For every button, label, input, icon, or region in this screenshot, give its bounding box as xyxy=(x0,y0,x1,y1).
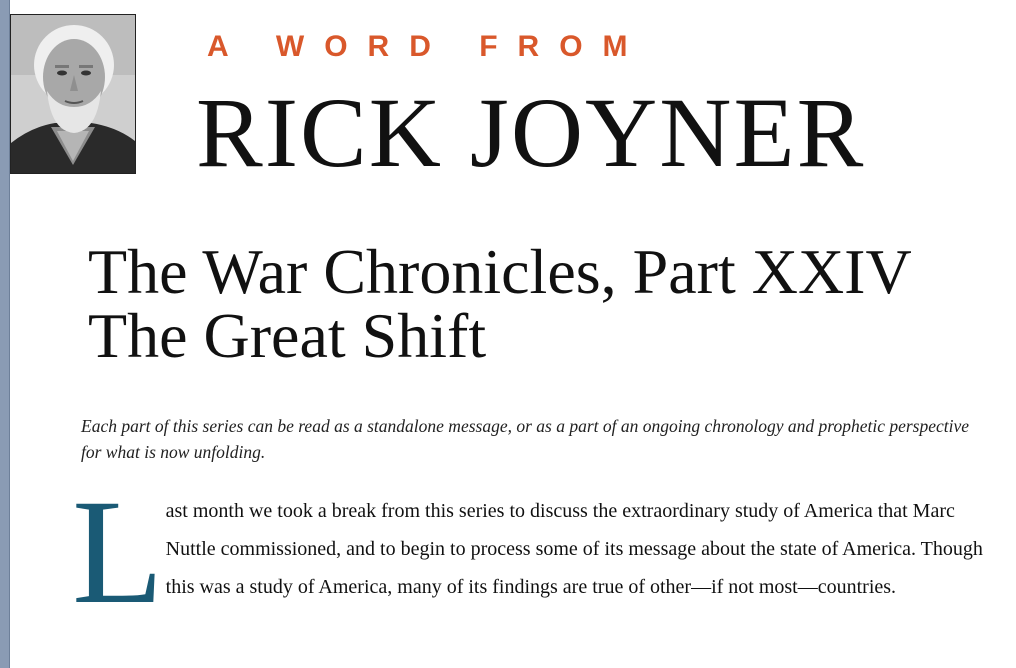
drop-cap: L xyxy=(72,469,164,635)
article-title xyxy=(88,236,1008,371)
author-photo xyxy=(10,14,136,174)
title-line-2: The Great Shift xyxy=(88,300,487,371)
title-line-1: The War Chronicles, Part XXIV xyxy=(88,236,912,307)
series-intro: Each part of this series can be read as a standalone message, or as a part of an ongoing chronology and prophetic perspective for what is now unfolding. xyxy=(81,416,970,462)
body-paragraph: ast month we took a break from this series to discuss the extraordinary study of America that Marc Nuttle commissioned, and to begin to process some of its message about the state of America. Though this was a study of America, many of its findings are true of other—if not most—countries. xyxy=(165,500,983,598)
author-name: RICK JOYNER xyxy=(196,77,866,188)
article-body xyxy=(67,469,997,635)
section-kicker: A WORD FROM xyxy=(207,30,648,63)
page-edge-bar xyxy=(0,0,10,668)
